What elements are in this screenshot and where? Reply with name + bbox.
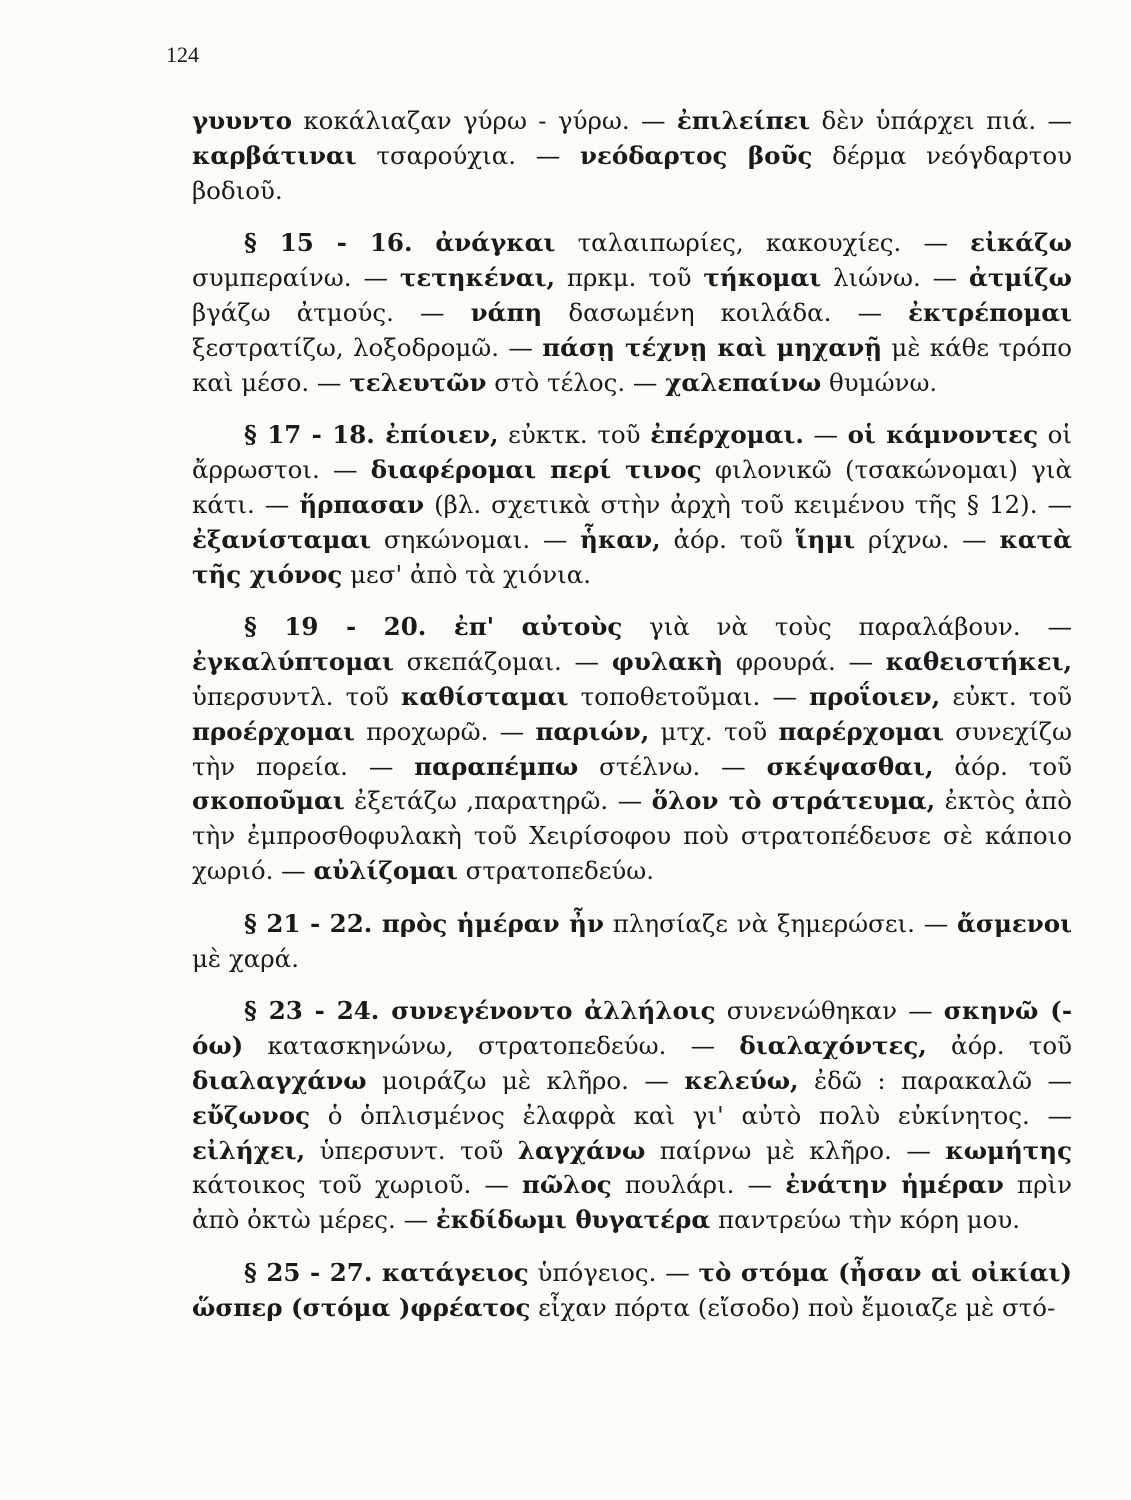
glossary-term: φυλακὴ [611, 647, 724, 677]
glossary-term: παριών, [535, 716, 650, 746]
glossary-term: πρὸς ἡμέραν ἦν [381, 908, 604, 938]
glossary-term: γυυντο [192, 106, 292, 135]
glossary-term: νεόδαρτος βοῦς [579, 140, 813, 170]
page-number: 124 [166, 42, 199, 67]
glossary-term: σκοποῦμαι [192, 786, 345, 816]
glossary-text: ἐξετάζω ,παρατηρῶ. — [344, 786, 652, 816]
glossary-text: βγάζω ἀτμούς. — [192, 297, 471, 327]
glossary-term: συνεγένοντο ἀλλήλοις [391, 996, 716, 1026]
glossary-term: ἐκδίδωμι θυγατέρα [435, 1205, 711, 1235]
glossary-paragraph [192, 1256, 1072, 1326]
glossary-text: δέρμα νεόγδαρτου βοδιοῦ. [192, 140, 1072, 205]
glossary-term: τὸ στόμα (ἦσαν αἱ οἰκίαι) ὥσπερ (στόμα )φρέατος [192, 1257, 1072, 1322]
glossary-text: μὲ κάθε τρόπο καὶ μέσο. — [192, 332, 1073, 397]
glossary-text: δὲν ὑπάρχει πιά. — [810, 106, 1072, 135]
glossary-text: μεσ' ἀπὸ τὰ χιόνια. [342, 559, 592, 589]
glossary-text: εὐκτ. τοῦ [940, 681, 1073, 711]
glossary-term: ἧκαν, [580, 524, 661, 554]
glossary-text: ὁ ὁπλισμένος ἐλαφρὰ καὶ γι' αὐτὸ πολὺ εὐκίνητος. — [310, 1100, 1072, 1130]
glossary-term: καθειστήκει, [885, 647, 1072, 677]
glossary-term: ἐγκαλύπτομαι [192, 647, 394, 677]
glossary-term: § 17 - 18. [244, 420, 386, 450]
glossary-term: τήκομαι [703, 263, 822, 293]
glossary-paragraph [192, 907, 1072, 977]
glossary-paragraph [192, 994, 1072, 1238]
glossary-term: τετηκέναι, [399, 263, 556, 293]
glossary-text: προχωρῶ. — [354, 716, 536, 746]
glossary-term: ὅλον τὸ στράτευμα, [651, 786, 936, 816]
glossary-term: σκηνῶ (-όω) [192, 996, 1072, 1061]
glossary-term: αὐλίζομαι [313, 855, 458, 885]
glossary-text: ὑπόγειος. — [528, 1257, 699, 1287]
glossary-term: ἀνάγκαι [435, 228, 556, 258]
glossary-term: εἰλήχει, [192, 1135, 306, 1165]
glossary-term: ἐπίοιεν, [385, 420, 499, 450]
glossary-text: εἶχαν πόρτα (εἴσοδο) ποὺ ἔμοιαζε μὲ στό- [530, 1292, 1056, 1322]
glossary-term: οἱ κάμνοντες [847, 420, 1038, 450]
glossary-term: κωμήτης [945, 1135, 1072, 1165]
glossary-text: ἐδῶ : παρακαλῶ — [798, 1065, 1072, 1095]
glossary-text: φιλονικῶ (τσακώνομαι) γιὰ κάτι. — [192, 455, 1072, 519]
glossary-text: πρὶν ἀπὸ ὀκτὼ μέρες. — [192, 1170, 1073, 1235]
glossary-text: παντρεύω τὴν κόρη μου. [710, 1205, 1021, 1235]
glossary-term: διαφέρομαι περί τινος [370, 455, 702, 485]
glossary-text: μτχ. τοῦ [649, 716, 779, 746]
glossary-text: ὑπερσυντλ. τοῦ [192, 681, 402, 711]
glossary-text: ξεστρατίζω, λοξοδρομῶ. — [192, 332, 543, 362]
glossary-term: τελευτῶν [349, 367, 487, 397]
glossary-text: λιώνω. — [821, 263, 970, 293]
glossary-text: γιὰ νὰ τοὺς παραλάβουν. — [622, 612, 1072, 642]
glossary-term: ἐπέρχομαι. [650, 420, 804, 450]
glossary-term: ἐκτρέπομαι [908, 297, 1072, 327]
glossary-text: συμπεραίνω. — [192, 263, 400, 293]
glossary-text: συνενώθηκαν — [715, 996, 944, 1026]
glossary-term: κατὰ τῆς χιόνος [192, 524, 1072, 589]
glossary-paragraph [192, 104, 1072, 208]
glossary-term: νάπη [470, 297, 543, 327]
glossary-term: διαλαχόντες, [739, 1031, 927, 1061]
glossary-body [192, 104, 1072, 1326]
glossary-term: ἐπιλείπει [676, 106, 811, 135]
glossary-text: στέλνω. — [578, 751, 767, 781]
glossary-term: πῶλος [522, 1170, 612, 1200]
glossary-text: οἱ ἄρρωστοι. — [192, 420, 1072, 485]
glossary-term: σκέψασθαι, [766, 751, 934, 781]
glossary-text: κατασκηνώνω, στρατοπεδεύω. — [243, 1031, 740, 1061]
glossary-text: κοκάλιαζαν γύρω - γύρω. — [292, 106, 677, 135]
glossary-text: θυμώνω. [821, 367, 938, 397]
glossary-term: προέρχομαι [192, 716, 355, 746]
glossary-text: σηκώνομαι. — [371, 524, 581, 554]
glossary-term: πάσῃ τέχνῃ καὶ μηχανῇ [542, 332, 883, 362]
glossary-term: ἐνάτην ἡμέραν [785, 1170, 1004, 1200]
glossary-text: σκεπάζομαι. — [393, 647, 612, 677]
glossary-term: κατάγειος [381, 1257, 529, 1287]
glossary-text: τσαρούχια. — [356, 140, 580, 170]
glossary-term: καθίσταμαι [401, 681, 569, 711]
glossary-term: ἀτμίζω [969, 263, 1072, 293]
glossary-text: ἀόρ. τοῦ [933, 751, 1072, 781]
glossary-text: ἀόρ. τοῦ [926, 1031, 1072, 1061]
glossary-term: παρέρχομαι [778, 716, 944, 746]
glossary-term: ἐπ' αὐτοὺς [453, 612, 623, 642]
glossary-term: ἐξανίσταμαι [192, 524, 372, 554]
glossary-text: ἐκτὸς ἀπὸ τὴν ἐμπροσθοφυλακὴ τοῦ Χειρίσοφου ποὺ στρατοπέδευσε σὲ κάποιο χωριό. — [192, 786, 1072, 885]
glossary-term: λαγχάνω [517, 1135, 646, 1165]
glossary-term: § 25 - 27. [244, 1257, 382, 1287]
glossary-paragraph [192, 418, 1072, 592]
glossary-term: ἄσμενοι [957, 908, 1072, 938]
glossary-text: (βλ. σχετικὰ στὴν ἀρχὴ τοῦ κειμένου τῆς § 12). — [424, 489, 1072, 519]
glossary-paragraph [192, 226, 1072, 400]
glossary-text: μοιράζω μὲ κλῆρο. — [366, 1065, 685, 1095]
glossary-text: — [803, 420, 848, 450]
glossary-term: χαλεπαίνω [665, 367, 822, 397]
glossary-term: κελεύω, [684, 1065, 799, 1095]
glossary-term: § 19 - 20. [244, 612, 454, 642]
glossary-text: φρουρά. — [723, 647, 886, 677]
glossary-text: πλησίαζε νὰ ξημερώσει. — [604, 908, 958, 938]
glossary-text: πουλάρι. — [611, 1170, 786, 1200]
glossary-text: στὸ τέλος. — [486, 367, 666, 397]
glossary-text: ταλαιπωρίες, κακουχίες. — [555, 228, 971, 258]
glossary-term: παραπέμπω [414, 751, 579, 781]
glossary-text: κάτοικος τοῦ χωριοῦ. — [192, 1170, 522, 1200]
glossary-paragraph [192, 610, 1072, 888]
glossary-text: ἀόρ. τοῦ [660, 524, 796, 554]
glossary-text: τοποθετοῦμαι. — [568, 681, 810, 711]
glossary-text: πρκμ. τοῦ [555, 263, 704, 293]
glossary-text: στρατοπεδεύω. [457, 855, 655, 885]
glossary-term: § 21 - 22. [244, 908, 382, 938]
glossary-text: παίρνω μὲ κλῆρο. — [645, 1135, 946, 1165]
glossary-text: εὐκτκ. τοῦ [498, 420, 651, 450]
glossary-term: εἰκάζω [970, 228, 1072, 258]
glossary-text: δασωμένη κοιλάδα. — [542, 297, 909, 327]
glossary-term: § 15 - 16. [244, 228, 436, 258]
glossary-term: ἵημι [795, 524, 856, 554]
glossary-term: προΐοιεν, [809, 681, 941, 711]
glossary-term: § 23 - 24. [244, 996, 392, 1026]
glossary-text: μὲ χαρά. [192, 943, 299, 973]
glossary-text: ρίχνω. — [855, 524, 1000, 554]
glossary-text: συνεχίζω τὴν πορεία. — [192, 716, 1073, 781]
glossary-term: εὔζωνος [192, 1100, 310, 1130]
glossary-term: καρβάτιναι [192, 140, 357, 170]
glossary-text: ὑπερσυντ. τοῦ [305, 1135, 518, 1165]
glossary-term: ἥρπασαν [299, 489, 425, 519]
glossary-term: διαλαγχάνω [192, 1065, 367, 1095]
